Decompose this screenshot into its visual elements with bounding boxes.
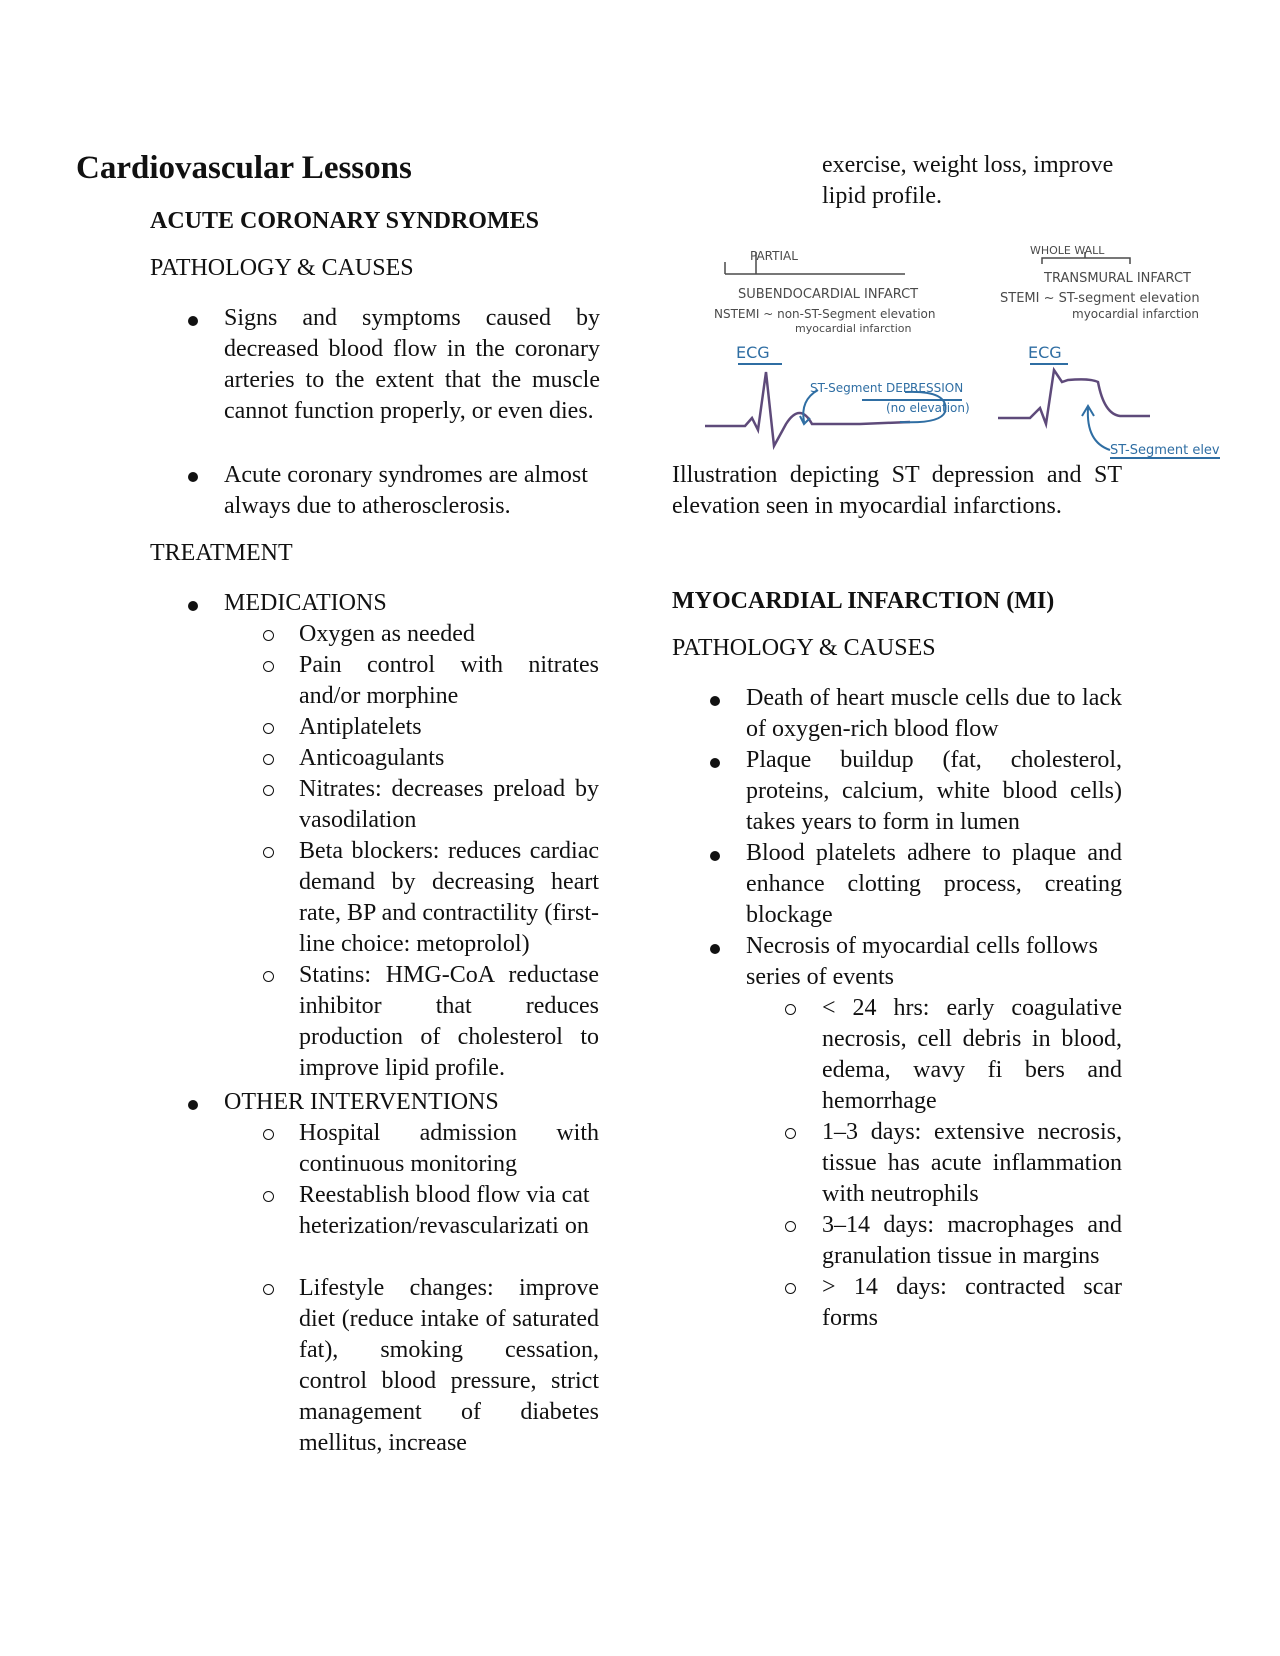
medications-label: MEDICATIONS <box>224 590 387 616</box>
sub-bullet <box>263 785 274 796</box>
sub-bullet <box>263 847 274 858</box>
partial-label: PARTIAL <box>750 249 798 263</box>
mi-item-1: Death of heart muscle cells due to lack of oxygen-rich blood flow <box>746 685 1122 742</box>
st-depression-label: ST-Segment DEPRESSION <box>810 381 964 395</box>
sub-bullet <box>785 1221 796 1232</box>
intervention-item: Hospital admission with continuous monitoring <box>299 1120 599 1177</box>
medication-item: Antiplatelets <box>299 714 422 740</box>
bullet <box>188 601 198 611</box>
nstemi-line2: myocardial infarction <box>795 322 912 335</box>
sub-bullet <box>263 754 274 765</box>
sub-bullet <box>263 630 274 641</box>
whole-wall-label: WHOLE WALL <box>1030 244 1105 257</box>
medication-item: Anticoagulants <box>299 745 445 771</box>
ecg-right-label: ECG <box>1028 343 1062 362</box>
medication-item: Statins: HMG-CoA reductase inhibitor that reduces production of cholesterol to improve lipid profile. <box>299 962 599 1081</box>
elevation-arrow <box>1082 406 1110 450</box>
mi-item-4: Necrosis of myocardial cells follows series of events <box>746 933 1098 990</box>
intervention-item: Reestablish blood flow via catheterization/revascularizati on <box>299 1182 590 1239</box>
bullet <box>188 472 198 482</box>
lifestyle-continued: exercise, weight loss, improve lipid profile. <box>822 152 1114 209</box>
sub-bullet <box>263 1284 274 1295</box>
mi-heading: MYOCARDIAL INFARCTION (MI) <box>672 588 1055 614</box>
ecg-illustration <box>700 232 1220 462</box>
sub-bullet <box>263 1129 274 1140</box>
mi-event-item: > 14 days: contracted scar forms <box>822 1274 1122 1331</box>
mi-event-item: 3–14 days: macrophages and granulation tissue in margins <box>822 1212 1122 1269</box>
medication-item: Beta blockers: reduces cardiac demand by decreasing heart rate, BP and contractility (first-line choice: metoprolol) <box>299 838 599 957</box>
sub-bullet <box>263 1191 274 1202</box>
figure-caption: Illustration depicting ST depression and ST elevation seen in myocardial infarctions. <box>672 462 1122 519</box>
mi-pathology-heading: PATHOLOGY & CAUSES <box>672 635 936 661</box>
acs-treatment-heading: TREATMENT <box>150 540 293 566</box>
nstemi-line1: NSTEMI ~ non-ST-Segment elevation <box>714 307 936 321</box>
stemi-line1: STEMI ~ ST-segment elevation <box>1000 291 1200 306</box>
document-title: Cardiovascular Lessons <box>76 150 412 186</box>
bullet <box>188 1100 198 1110</box>
bullet <box>188 316 198 326</box>
st-elevation-label: ST-Segment elev <box>1110 443 1220 458</box>
medication-item: Pain control with nitrates and/or morphine <box>299 652 599 709</box>
acs-path-item-2: Acute coronary syndromes are almost always due to atherosclerosis. <box>224 462 588 519</box>
mi-event-item: 1–3 days: extensive necrosis, tissue has acute inflammation with neutrophils <box>822 1119 1122 1207</box>
mi-item-3: Blood platelets adhere to plaque and enhance clotting process, creating blockage <box>746 840 1122 928</box>
bullet <box>710 851 720 861</box>
sub-bullet <box>785 1283 796 1294</box>
acs-pathology-heading: PATHOLOGY & CAUSES <box>150 255 414 281</box>
ecg-elevation-trace <box>998 370 1150 424</box>
mi-item-2: Plaque buildup (fat, cholesterol, proteins, calcium, white blood cells) takes years to form in lumen <box>746 747 1122 835</box>
sub-bullet <box>785 1128 796 1139</box>
depression-arrow <box>800 390 818 424</box>
sub-bullet <box>263 723 274 734</box>
subendocardial-label: SUBENDOCARDIAL INFARCT <box>738 287 919 302</box>
stemi-line2: myocardial infarction <box>1072 307 1200 321</box>
other-interventions-label: OTHER INTERVENTIONS <box>224 1089 499 1115</box>
bullet <box>710 758 720 768</box>
ecg-left-label: ECG <box>736 343 770 362</box>
bullet <box>710 944 720 954</box>
sub-bullet <box>785 1004 796 1015</box>
sub-bullet <box>263 661 274 672</box>
intervention-item: Lifestyle changes: improve diet (reduce intake of saturated fat), smoking cessation, control blood pressure, strict management of diabetes mellitus, increase <box>299 1275 599 1456</box>
bullet <box>710 696 720 706</box>
mi-event-item: < 24 hrs: early coagulative necrosis, cell debris in blood, edema, wavy fi bers and hemorrhage <box>822 995 1122 1114</box>
no-elevation-label: (no elevation) <box>886 401 970 415</box>
acs-heading: ACUTE CORONARY SYNDROMES <box>150 208 539 234</box>
medication-item: Oxygen as needed <box>299 621 475 647</box>
transmural-label: TRANSMURAL INFARCT <box>1044 271 1191 286</box>
sub-bullet <box>263 971 274 982</box>
medication-item: Nitrates: decreases preload by vasodilation <box>299 776 599 833</box>
acs-path-item-1: Signs and symptoms caused by decreased blood flow in the coronary arteries to the extent that the muscle cannot function properly, or even dies. <box>224 305 600 424</box>
